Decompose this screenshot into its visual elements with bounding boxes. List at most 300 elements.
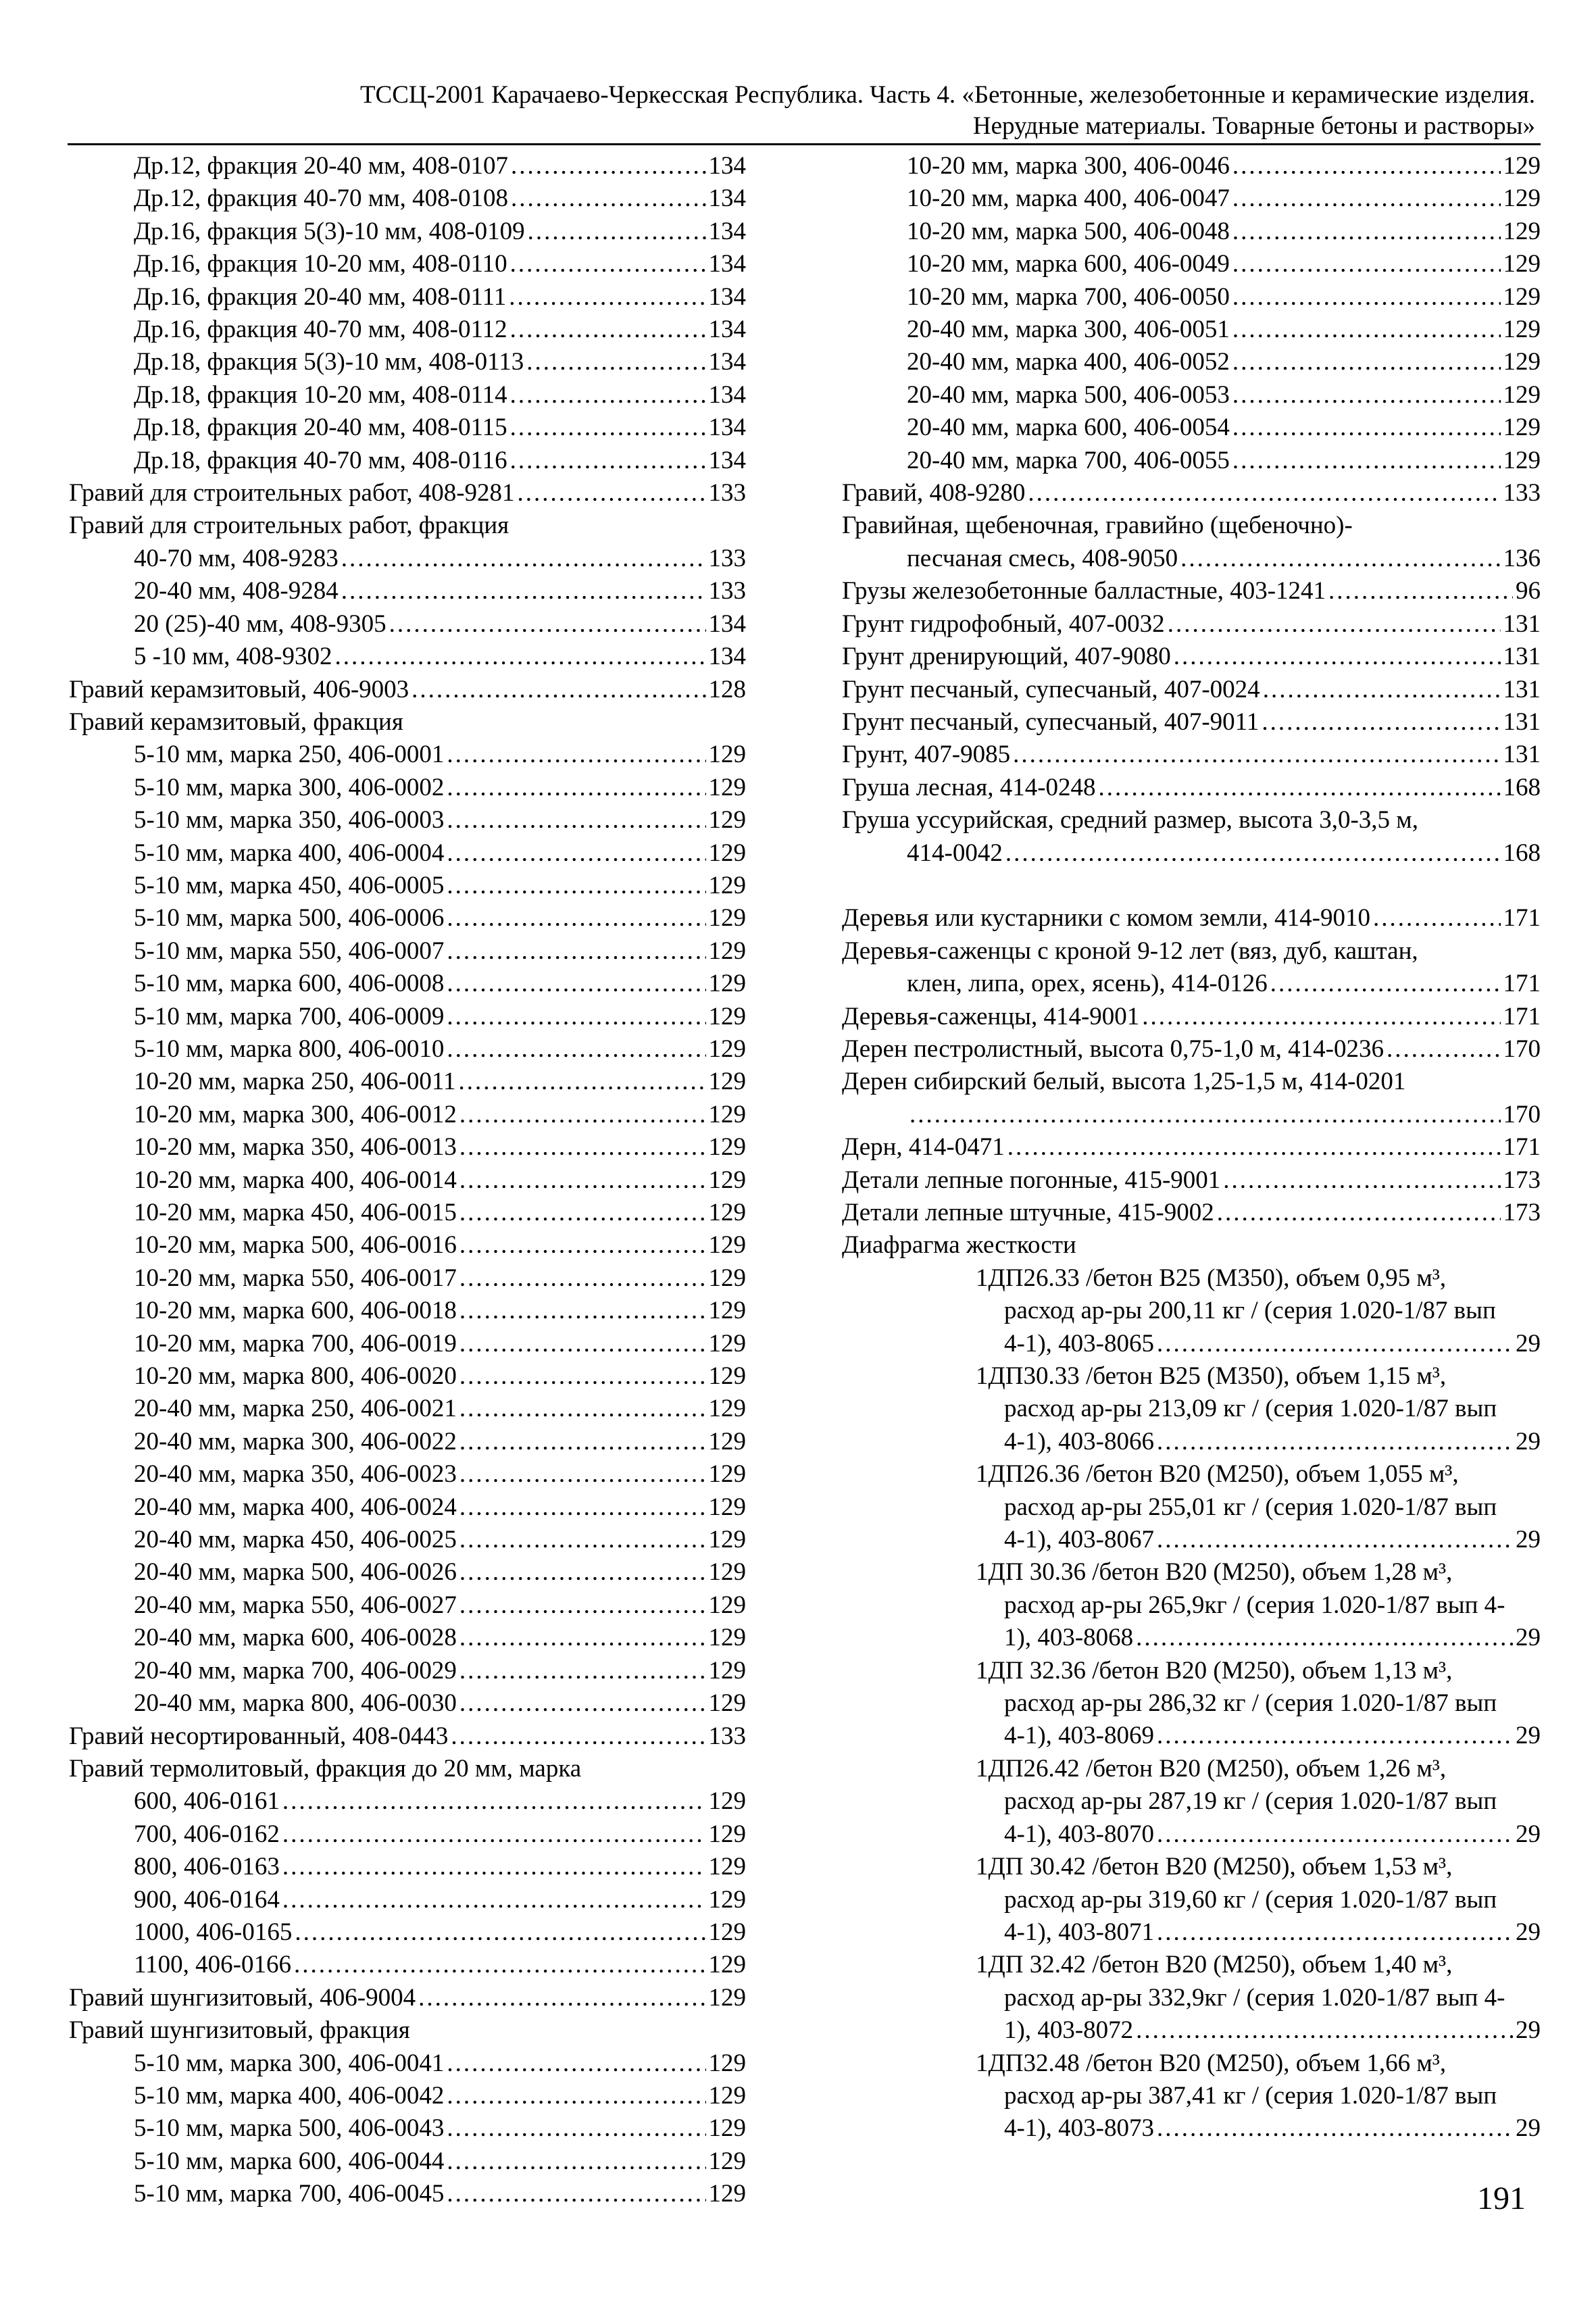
index-entry (842, 608, 1541, 641)
index-entry (842, 543, 1541, 575)
index-entry: расход ар-ры 387,41 кг / (серия 1.020-1/87 вып (1004, 2081, 1497, 2110)
dot-leader (1232, 248, 1501, 280)
dot-leader (526, 346, 705, 378)
entry-text: Др.18, фракция 5(3)-10 мм, 408-0113 (134, 348, 524, 376)
dot-leader (294, 1949, 706, 1981)
entry-text: Др.16, фракция 20-40 мм, 408-0111 (134, 282, 507, 311)
index-entry (842, 379, 1541, 412)
entry-page-number: 29 (1516, 1820, 1541, 1848)
index-entry (69, 445, 746, 477)
entry-page-number: 134 (708, 217, 746, 245)
entry-text: Гравий, 408-9280 (842, 479, 1026, 507)
dot-leader (447, 2047, 705, 2080)
entry-text: 20-40 мм, 408-9284 (134, 577, 339, 605)
entry-text: 20-40 мм, марка 300, 406-0051 (907, 316, 1230, 344)
entry-text: 414-0042 (907, 839, 1003, 867)
index-entry (69, 2047, 746, 2080)
entry-text: Грунт дренирующий, 407-9080 (842, 643, 1171, 671)
entry-text: 20-40 мм, марка 700, 406-0029 (134, 1656, 457, 1685)
index-entry (842, 216, 1541, 248)
entry-page-number: 134 (708, 348, 746, 376)
index-entry: Диафрагма жесткости (842, 1231, 1076, 1260)
entry-text: 10-20 мм, марка 500, 406-0016 (134, 1231, 457, 1260)
entry-text: 20-40 мм, марка 350, 406-0023 (134, 1460, 457, 1489)
entry-text: Детали лепные штучные, 415-9002 (842, 1198, 1214, 1226)
index-entry (69, 1360, 746, 1393)
entry-page-number: 128 (708, 675, 746, 703)
dot-leader (1263, 674, 1501, 706)
index-entry (842, 1916, 1541, 1949)
index-entry (842, 445, 1541, 477)
entry-text: 10-20 мм, марка 550, 406-0017 (134, 1264, 457, 1292)
entry-text: 10-20 мм, марка 450, 406-0015 (134, 1199, 457, 1226)
index-entry (69, 1066, 746, 1098)
entry-text: 20-40 мм, марка 450, 406-0025 (134, 1526, 457, 1554)
index-entry (842, 1818, 1541, 1851)
entry-text: Грунт, 407-9085 (842, 741, 1011, 769)
entry-text: 10-20 мм, марка 250, 406-0011 (134, 1068, 456, 1096)
dot-leader (459, 1556, 706, 1589)
entry-text: 5-10 мм, марка 300, 406-0041 (134, 2049, 445, 2077)
entry-text: 5-10 мм, марка 700, 406-0045 (134, 2180, 445, 2208)
dot-leader (334, 641, 705, 673)
entry-text: 10-20 мм, марка 300, 406-0046 (907, 152, 1230, 180)
index-entry (69, 1131, 746, 1164)
entry-text: 5-10 мм, марка 600, 406-0008 (134, 970, 445, 998)
dot-leader (282, 1851, 706, 1883)
index-column-left (69, 150, 746, 2211)
entry-page-number: 129 (1503, 152, 1541, 180)
index-entry (842, 1524, 1541, 1556)
entry-text: 1), 403-8072 (1004, 2016, 1134, 2045)
entry-text: 5-10 мм, марка 600, 406-0044 (134, 2147, 445, 2175)
entry-text: 40-70 мм, 408-9283 (134, 544, 339, 572)
dot-leader (459, 1655, 706, 1687)
entry-page-number: 129 (708, 1885, 746, 1914)
entry-page-number: 29 (1516, 1722, 1541, 1750)
entry-text: 5-10 мм, марка 400, 406-0042 (134, 2081, 445, 2110)
dot-leader (459, 1360, 706, 1393)
dot-leader (459, 1458, 706, 1491)
entry-text: 10-20 мм, марка 300, 406-0012 (134, 1100, 457, 1128)
entry-text: Грузы железобетонные балластные, 403-1241 (842, 577, 1326, 605)
entry-text: 4-1), 403-8070 (1004, 1820, 1154, 1848)
index-entry (69, 804, 746, 837)
index-entry: Гравий керамзитовый, фракция (69, 707, 403, 736)
entry-text: Др.12, фракция 40-70 мм, 408-0108 (134, 184, 508, 213)
dot-leader (1180, 543, 1500, 575)
index-entry (842, 837, 1541, 870)
index-entry (69, 1655, 746, 1687)
index-entry (69, 2112, 746, 2145)
dot-leader (1387, 1033, 1501, 1066)
index-entry (69, 379, 746, 412)
entry-page-number: 134 (708, 414, 746, 442)
entry-text: 5-10 мм, марка 450, 406-0005 (134, 871, 445, 899)
dot-leader (1232, 346, 1501, 378)
dot-leader (447, 2178, 705, 2210)
entry-page-number: 134 (708, 609, 746, 638)
index-entry (69, 1099, 746, 1131)
index-entry (69, 1328, 746, 1360)
index-entry (842, 2014, 1541, 2047)
entry-text: 20-40 мм, марка 800, 406-0030 (134, 1689, 457, 1718)
header-rule (68, 143, 1541, 145)
index-entry: расход ар-ры 332,9кг / (серия 1.020-1/87 вып 4- (1004, 1983, 1505, 2012)
entry-text: 4-1), 403-8071 (1004, 1918, 1154, 1946)
index-entry (69, 1916, 746, 1949)
index-column-right (842, 150, 1541, 2145)
entry-page-number: 129 (708, 970, 746, 998)
entry-page-number: 129 (708, 904, 746, 932)
index-entry (842, 1001, 1541, 1033)
entry-text: 10-20 мм, марка 500, 406-0048 (907, 217, 1230, 245)
entry-text: Грунт гидрофобный, 407-0032 (842, 609, 1165, 638)
entry-text: Деревья-саженцы, 414-9001 (842, 1002, 1140, 1030)
dot-leader (1328, 575, 1513, 607)
entry-text: Грунт песчаный, супесчаный, 407-0024 (842, 675, 1260, 703)
index-entry: расход ар-ры 265,9кг / (серия 1.020-1/87 вып 4- (1004, 1591, 1505, 1619)
entry-page-number: 129 (708, 1100, 746, 1128)
dot-leader (459, 1099, 706, 1131)
dot-leader (1232, 412, 1501, 444)
entry-page-number: 131 (1503, 643, 1541, 671)
dot-leader (341, 575, 706, 607)
dot-leader (509, 281, 705, 314)
entry-page-number: 133 (708, 1722, 746, 1750)
index-entry (842, 1164, 1541, 1197)
dot-leader (1232, 182, 1501, 215)
index-entry (842, 281, 1541, 314)
entry-page-number: 129 (1503, 217, 1541, 245)
entry-page-number: 171 (1503, 1002, 1541, 1030)
entry-text: 5-10 мм, марка 300, 406-0002 (134, 773, 445, 801)
dot-leader (389, 608, 706, 641)
entry-page-number: 29 (1516, 1526, 1541, 1554)
dot-leader (1157, 1818, 1513, 1851)
entry-text: 5-10 мм, марка 250, 406-0001 (134, 741, 445, 769)
dot-leader (447, 2080, 705, 2112)
entry-page-number: 129 (708, 1526, 746, 1554)
entry-page-number: 129 (708, 1689, 746, 1718)
entry-text: 10-20 мм, марка 400, 406-0014 (134, 1166, 457, 1194)
index-entry (69, 346, 746, 378)
entry-page-number: 134 (708, 184, 746, 213)
index-entry (842, 314, 1541, 346)
index-entry (69, 1524, 746, 1556)
index-entry (842, 739, 1541, 771)
entry-text: Др.18, фракция 20-40 мм, 408-0115 (134, 414, 507, 442)
index-entry (842, 182, 1541, 215)
entry-page-number: 129 (708, 1002, 746, 1030)
index-entry (842, 968, 1541, 1000)
dot-leader (459, 1197, 706, 1229)
entry-text: 1100, 406-0166 (134, 1951, 291, 1979)
dot-leader (282, 1818, 706, 1851)
entry-text: 20-40 мм, марка 400, 406-0024 (134, 1493, 457, 1521)
entry-text: 20-40 мм, марка 300, 406-0022 (134, 1427, 457, 1455)
entry-text: 20-40 мм, марка 600, 406-0028 (134, 1624, 457, 1652)
page-number: 191 (1477, 2181, 1526, 2216)
entry-page-number: 168 (1503, 773, 1541, 801)
entry-page-number: 129 (708, 1558, 746, 1587)
index-entry (69, 543, 746, 575)
dot-leader (511, 150, 706, 182)
dot-leader (1157, 1426, 1513, 1458)
entry-page-number: 129 (708, 1395, 746, 1423)
dot-leader (447, 837, 705, 870)
index-entry: Гравий для строительных работ, фракция (69, 512, 509, 540)
index-entry: 1ДП32.48 /бетон В20 (М250), объем 1,66 м³, (976, 2049, 1447, 2077)
dot-leader (1232, 445, 1501, 477)
index-entry (69, 641, 746, 673)
entry-page-number: 129 (708, 1231, 746, 1260)
entry-text: Др.16, фракция 40-70 мм, 408-0112 (134, 316, 507, 344)
entry-page-number: 129 (1503, 380, 1541, 409)
dot-leader (1136, 2014, 1513, 2047)
index-entry (69, 216, 746, 248)
dot-leader (1028, 477, 1500, 509)
dot-leader (1174, 641, 1501, 673)
index-entry (69, 150, 746, 182)
entry-page-number: 131 (1503, 741, 1541, 769)
dot-leader (447, 902, 705, 935)
entry-page-number: 129 (708, 2114, 746, 2143)
entry-page-number: 29 (1516, 2016, 1541, 2045)
entry-text: Др.12, фракция 20-40 мм, 408-0107 (134, 152, 508, 180)
entry-text: клен, липа, орех, ясень), 414-0126 (907, 970, 1268, 998)
index-entry (69, 935, 746, 968)
entry-page-number: 133 (708, 577, 746, 605)
entry-text: Дерн, 414-0471 (842, 1133, 1005, 1162)
index-entry (69, 1229, 746, 1262)
entry-page-number: 129 (1503, 316, 1541, 344)
entry-page-number: 129 (708, 1493, 746, 1521)
entry-page-number: 129 (1503, 250, 1541, 278)
index-entry (842, 674, 1541, 706)
entry-text: 20-40 мм, марка 700, 406-0055 (907, 446, 1230, 474)
dot-leader (1373, 902, 1501, 935)
index-entry: Груша уссурийская, средний размер, высота 3,0-3,5 м, (842, 806, 1418, 835)
index-entry: расход ар-ры 287,19 кг / (серия 1.020-1/87 вып (1004, 1787, 1497, 1816)
entry-page-number: 168 (1503, 839, 1541, 867)
entry-page-number: 129 (708, 1362, 746, 1391)
entry-text: 5-10 мм, марка 350, 406-0003 (134, 806, 445, 835)
index-entry (842, 1328, 1541, 1360)
entry-page-number: 129 (708, 806, 746, 835)
index-entry (842, 412, 1541, 444)
dot-leader (1270, 968, 1501, 1000)
index-entry: 1ДП30.33 /бетон В25 (М350), объем 1,15 м³, (976, 1362, 1447, 1391)
dot-leader (412, 674, 705, 706)
entry-page-number: 134 (708, 282, 746, 311)
index-entry (69, 2080, 746, 2112)
index-entry (69, 1556, 746, 1589)
entry-text: 1000, 406-0165 (134, 1918, 293, 1946)
entry-page-number: 133 (708, 479, 746, 507)
entry-page-number: 131 (1503, 675, 1541, 703)
entry-page-number: 129 (708, 1787, 746, 1816)
entry-text: 4-1), 403-8065 (1004, 1329, 1154, 1358)
dot-leader (528, 216, 706, 248)
index-entry (69, 248, 746, 280)
dot-leader (1232, 281, 1501, 314)
entry-text: Гравий несортированный, 408-0443 (69, 1722, 449, 1750)
entry-text: Груша лесная, 414-0248 (842, 773, 1096, 801)
index-entry (842, 2112, 1541, 2145)
dot-leader (909, 1099, 1501, 1131)
entry-page-number: 129 (708, 1199, 746, 1226)
entry-text: Др.16, фракция 10-20 мм, 408-0110 (134, 250, 507, 278)
dot-leader (1136, 1622, 1513, 1654)
dot-leader (510, 248, 706, 280)
entry-page-number: 134 (708, 643, 746, 671)
dot-leader (447, 1033, 705, 1066)
entry-text: 5-10 мм, марка 400, 406-0004 (134, 839, 445, 867)
index-entry (69, 182, 746, 215)
entry-text: 4-1), 403-8069 (1004, 1722, 1154, 1750)
dot-leader (511, 182, 706, 215)
dot-leader (295, 1916, 705, 1949)
dot-leader (447, 935, 705, 968)
entry-page-number: 129 (708, 1166, 746, 1194)
entry-page-number: 173 (1503, 1198, 1541, 1226)
index-entry (69, 1164, 746, 1197)
dot-leader (518, 477, 706, 509)
entry-page-number: 129 (708, 1918, 746, 1946)
dot-leader (447, 1001, 705, 1033)
dot-leader (1262, 706, 1500, 739)
entry-page-number: 129 (708, 1853, 746, 1881)
index-entry: 1ДП26.33 /бетон В25 (М350), объем 0,95 м³, (976, 1264, 1447, 1292)
entry-page-number: 131 (1503, 707, 1541, 736)
entry-text: 5 -10 мм, 408-9302 (134, 643, 332, 671)
entry-page-number: 29 (1516, 1918, 1541, 1946)
entry-text: 20 (25)-40 мм, 408-9305 (134, 609, 386, 638)
entry-page-number: 129 (1503, 282, 1541, 311)
index-entry: 1ДП26.36 /бетон В20 (М250), объем 1,055 м³, (976, 1460, 1459, 1489)
entry-page-number: 170 (1503, 1035, 1541, 1063)
entry-page-number: 96 (1516, 577, 1541, 605)
entry-page-number: 173 (1503, 1166, 1541, 1194)
dot-leader (459, 1622, 706, 1654)
dot-leader (459, 1131, 706, 1164)
entry-text: 1), 403-8068 (1004, 1624, 1134, 1652)
entry-text: 4-1), 403-8073 (1004, 2114, 1154, 2143)
index-entry (69, 1001, 746, 1033)
index-entry (69, 1295, 746, 1327)
index-entry (842, 1033, 1541, 1066)
index-entry (69, 1589, 746, 1622)
dot-leader (447, 804, 705, 837)
dot-leader (1157, 2112, 1513, 2145)
entry-text: 5-10 мм, марка 700, 406-0009 (134, 1002, 445, 1030)
index-entry (842, 346, 1541, 378)
index-entry (842, 575, 1541, 607)
entry-page-number: 29 (1516, 2114, 1541, 2143)
entry-text: 600, 406-0161 (134, 1787, 280, 1816)
entry-text: Деревья или кустарники с комом земли, 414-9010 (842, 904, 1370, 932)
dot-leader (341, 543, 706, 575)
entry-text: Гравий шунгизитовый, 406-9004 (69, 1983, 416, 2012)
index-entry (842, 1720, 1541, 1752)
entry-page-number: 129 (708, 2180, 746, 2208)
index-entry (69, 1851, 746, 1883)
index-entry: расход ар-ры 213,09 кг / (серия 1.020-1/87 вып (1004, 1395, 1497, 1423)
index-entry (69, 870, 746, 902)
index-entry (69, 1622, 746, 1654)
dot-leader (1232, 379, 1501, 412)
entry-text: 20-40 мм, марка 600, 406-0054 (907, 414, 1230, 442)
entry-text: 20-40 мм, марка 250, 406-0021 (134, 1395, 457, 1423)
entry-page-number: 129 (708, 741, 746, 769)
index-entry (842, 706, 1541, 739)
entry-page-number: 129 (708, 773, 746, 801)
dot-leader (510, 412, 706, 444)
entry-text: 5-10 мм, марка 500, 406-0043 (134, 2114, 445, 2143)
entry-page-number: 133 (1503, 479, 1541, 507)
entry-page-number: 171 (1503, 970, 1541, 998)
dot-leader (459, 1426, 706, 1458)
entry-text: 5-10 мм, марка 550, 406-0007 (134, 937, 445, 965)
entry-text: 5-10 мм, марка 800, 406-0010 (134, 1035, 445, 1063)
entry-page-number: 133 (708, 544, 746, 572)
index-entry (842, 641, 1541, 673)
index-entry: расход ар-ры 255,01 кг / (серия 1.020-1/87 вып (1004, 1493, 1497, 1521)
index-entry (69, 1033, 746, 1066)
index-entry (842, 248, 1541, 280)
dot-leader (459, 1589, 706, 1622)
entry-text: Др.18, фракция 10-20 мм, 408-0114 (134, 380, 507, 409)
entry-text: 700, 406-0162 (134, 1820, 280, 1848)
entry-page-number: 29 (1516, 1329, 1541, 1358)
entry-page-number: 129 (1503, 348, 1541, 376)
entry-text: 10-20 мм, марка 600, 406-0018 (134, 1297, 457, 1325)
dot-leader (1157, 1524, 1513, 1556)
index-entry: 1ДП 30.42 /бетон В20 (М250), объем 1,53 м³, (976, 1853, 1453, 1881)
entry-text: 5-10 мм, марка 500, 406-0006 (134, 904, 445, 932)
index-entry (69, 1393, 746, 1425)
dot-leader (451, 1720, 705, 1753)
dot-leader (447, 772, 705, 804)
index-entry (69, 575, 746, 607)
entry-text: Др.18, фракция 40-70 мм, 408-0116 (134, 446, 507, 474)
entry-page-number: 129 (708, 2049, 746, 2077)
entry-page-number: 129 (708, 1460, 746, 1489)
dot-leader (459, 1164, 706, 1197)
dot-leader (510, 379, 706, 412)
entry-page-number: 129 (1503, 414, 1541, 442)
index-entry (69, 2145, 746, 2178)
dot-leader (1168, 608, 1501, 641)
dot-leader (459, 1066, 706, 1098)
entry-page-number: 129 (1503, 446, 1541, 474)
index-entry: 1ДП26.42 /бетон В20 (М250), объем 1,26 м³, (976, 1754, 1447, 1783)
entry-text: 20-40 мм, марка 500, 406-0053 (907, 380, 1230, 409)
entry-page-number: 129 (708, 1068, 746, 1096)
dot-leader (459, 1229, 706, 1262)
entry-page-number: 129 (708, 1427, 746, 1455)
index-entry: Гравий шунгизитовый, фракция (69, 2016, 410, 2045)
index-entry (69, 314, 746, 346)
index-entry: расход ар-ры 200,11 кг / (серия 1.020-1/87 вып (1004, 1297, 1496, 1325)
dot-leader (459, 1687, 706, 1720)
index-entry (69, 837, 746, 870)
dot-leader (510, 445, 706, 477)
index-entry (69, 772, 746, 804)
entry-page-number: 129 (708, 2147, 746, 2175)
entry-text: 10-20 мм, марка 700, 406-0050 (907, 282, 1230, 311)
